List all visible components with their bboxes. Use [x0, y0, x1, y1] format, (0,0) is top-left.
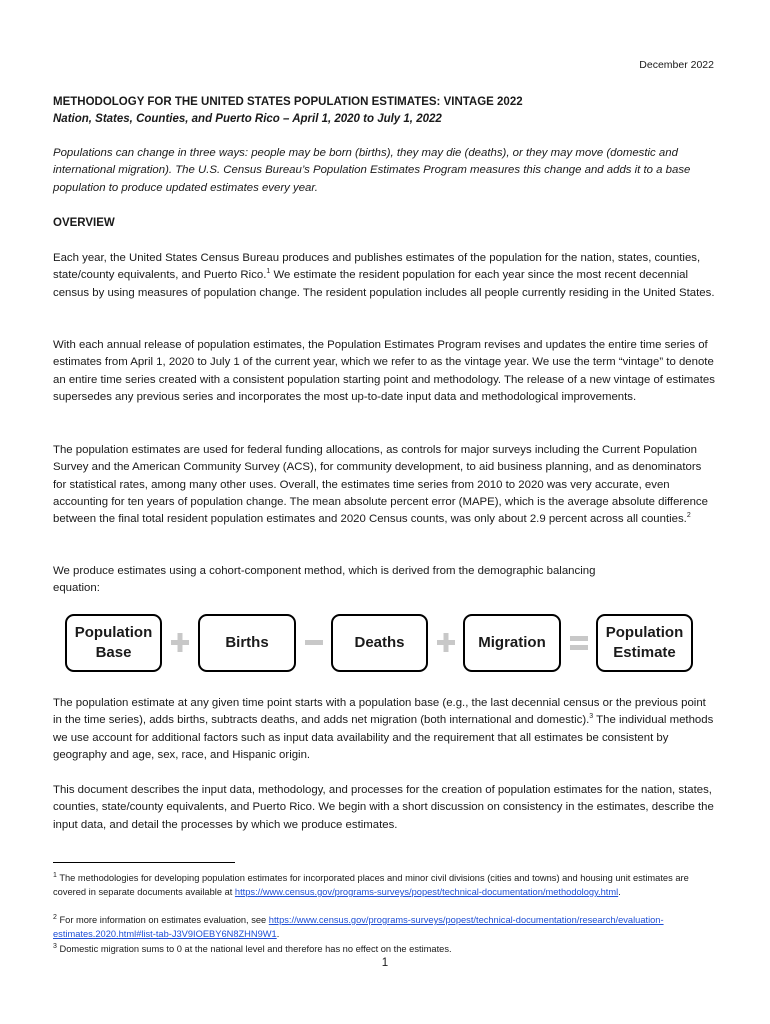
- footnote-ref-1: 1: [266, 268, 271, 276]
- paragraph-6: This document describes the input data, methodology, and processes for the creation of population estimates for the nation, states, counties, state/county equivalents, and Puerto Rico. We begin with a short discussion on consistency in the estimates, describe the input data, and detail the processes by which we produce estimates.: [53, 784, 714, 831]
- migration-box: [463, 614, 561, 672]
- footnote-divider: [53, 862, 235, 863]
- paragraph-5-text: The population estimate at any given time point starts with a population base (e.g., the last decennial census or the previous point in the time series), adds births, subtracts deaths, and adds net migration (both international and domestic).: [53, 697, 706, 727]
- page-number: 1: [381, 957, 389, 969]
- footnote-ref-2: 2: [686, 512, 691, 520]
- footnote-1-number: 1: [53, 871, 57, 879]
- footnote-1-end: .: [618, 887, 621, 897]
- footnote-1-link[interactable]: https://www.census.gov/programs-surveys/popest/technical-documentation/methodology.html: [234, 887, 619, 897]
- population-estimate-label-line1: Population: [605, 624, 684, 641]
- minus-operator-icon: [303, 628, 325, 658]
- population-base-label-line2: Base: [95, 644, 132, 661]
- population-base-label-line1: Population: [74, 624, 153, 641]
- intro-paragraph: Populations can change in three ways: people may be born (births), they may die (deaths), or they may move (domestic and international migration). The U.S. Census Bureau’s Population Estimates Program measures this change and adds it to a base population to produce updated estimates every year.: [53, 147, 691, 194]
- births-label: Births: [225, 634, 269, 651]
- deaths-label: Deaths: [354, 634, 405, 651]
- population-estimate-box: [596, 614, 693, 672]
- migration-label: Migration: [478, 634, 546, 651]
- overview-heading: OVERVIEW: [53, 217, 115, 229]
- footnote-2-end: .: [276, 929, 280, 939]
- deaths-box: [331, 614, 428, 672]
- footnote-ref-3: 3: [589, 713, 594, 721]
- document-subtitle: Nation, States, Counties, and Puerto Rico – April 1, 2020 to July 1, 2022: [53, 113, 442, 125]
- document-date: December 2022: [639, 59, 714, 71]
- footnote-2-number: 2: [53, 913, 57, 921]
- plus-operator-icon: [169, 628, 191, 658]
- paragraph-1-text-cont: We estimate the resident population for each year since the most recent decennial census by using measures of population change. The resident population includes all people currently residing in the United States.: [53, 269, 715, 299]
- footnote-3-number: 3: [53, 942, 57, 950]
- footnote-2-text: For more information on estimates evaluation, see: [56, 915, 269, 925]
- balancing-equation-diagram: [65, 614, 693, 676]
- footnote-2: [53, 913, 717, 941]
- equals-operator-icon: [568, 628, 590, 658]
- paragraph-3-text: The population estimates are used for federal funding allocations, as controls for major surveys including the Current Population Survey and the American Community Survey (ACS), for community development, to aid business planning, and as denominators for statistical rates, among many other uses. Overall, the estimates time series from 2010 to 2020 was very accurate, even accounting for ten years of population change. The mean absolute percent error (MAPE), which is the average absolute difference between the final total resident population estimates and 2020 Census counts, was only about 2.9 percent across all counties.: [53, 444, 708, 526]
- footnote-2-link[interactable]: https://www.census.gov/programs-surveys/popest/technical-documentation/research/evaluation-estimates.2020.html#list-tab-J3V9IOEBY6N8ZHN9W1: [53, 915, 664, 939]
- paragraph-1: [53, 250, 717, 302]
- population-base-box: [65, 614, 162, 672]
- document-title: METHODOLOGY FOR THE UNITED STATES POPULATION ESTIMATES: VINTAGE 2022: [53, 96, 523, 108]
- births-box: [198, 614, 296, 672]
- paragraph-5: [53, 695, 717, 764]
- paragraph-4: We produce estimates using a cohort-component method, which is derived from the demographic balancing equation:: [53, 565, 596, 595]
- population-estimate-label-line2: Estimate: [613, 644, 676, 661]
- footnote-3: [53, 942, 717, 956]
- paragraph-2: With each annual release of population estimates, the Population Estimates Program revises and updates the entire time series of estimates from April 1, 2020 to July 1 of the current year, which we refer to as the vintage year. We use the term “vintage” to denote an entire time series created with a consistent population starting point and methodology. The release of a new vintage of estimates supersedes any previous series and incorporates the most up-to-date input data and methodological improvements.: [53, 339, 715, 403]
- footnote-1: [53, 871, 717, 899]
- paragraph-5-text-cont: The individual methods we use account for additional factors such as input data availability and the requirement that all estimates be consistent by geography and age, sex, race, and Hispanic origin.: [53, 714, 714, 761]
- paragraph-1-text: Each year, the United States Census Bureau produces and publishes estimates of the population for the nation, states, counties, state/county equivalents, and Puerto Rico.: [53, 252, 701, 282]
- plus-operator-icon-2: [435, 628, 457, 658]
- footnote-3-text: Domestic migration sums to 0 at the national level and therefore has no effect on the estimates.: [56, 944, 452, 954]
- footnote-1-text: The methodologies for developing population estimates for incorporated places and minor civil divisions (cities and towns) and housing unit estimates are covered in separate documents available at: [53, 873, 689, 897]
- paragraph-3: [53, 442, 717, 528]
